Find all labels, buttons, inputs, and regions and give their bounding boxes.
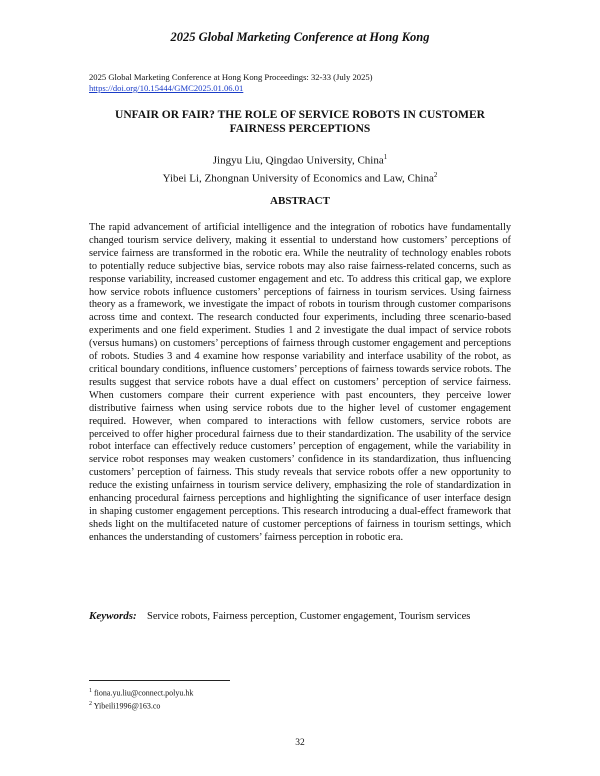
keywords-block [89, 610, 511, 623]
keywords-label: Keywords: [89, 610, 137, 622]
footnote-mark: 1 [89, 688, 92, 694]
footnote [89, 686, 389, 699]
footnote-email: fiona.yu.liu@connect.polyu.hk [94, 688, 194, 698]
page-number: 32 [295, 738, 305, 748]
footnote-divider [89, 680, 230, 681]
author-line [89, 150, 511, 168]
author-affiliation: Jingyu Liu, Qingdao University, China [212, 154, 384, 167]
footnote-mark: 2 [89, 701, 92, 708]
footnote-email: Yibeili1996@163.co [93, 701, 161, 711]
footnote [89, 699, 389, 712]
footnotes [89, 686, 389, 712]
footnote-mark: 1 [383, 153, 388, 161]
proceedings-citation: 2025 Global Marketing Conference at Hong Kong Proceedings: 32-33 (July 2025) [89, 72, 373, 82]
abstract-body: The rapid advancement of artificial intelligence and the integration of robotics have fundamentally changed tourism service delivery, making it essential to understand how customers’ perceptions of service fairness are transformed in the robotic era. While the neutrality of technology enables robots to potentially reduce subjective bias, service robots may also raise fairness-related concerns, such as response variability, increased customer engagement and etc. To address this critical gap, we explore how service robots influence customers’ perceptions of fairness in tourism services. Using fairness theory as a framework, we investigate the impact of robots in tourism through customer comparisons across time and context. The research conducted four experiments, including three scenario-based experiments and one field experiment. Studies 1 and 2 investigate the dual impact of service robots (versus humans) on customers’ perceptions of fairness through customer engagement and perceptions of robots. Studies 3 and 4 examine how response variability and interface usability of the robot, as critical boundary conditions, influence customers’ perceptions of fairness towards service robots. The results suggest that service robots have a dual effect on customers’ perception of service fairness. When customers compare their current experience with past encounters, they perceive lower distributive fairness when using service robots due to the higher level of customer engagement required. However, when compared to interactions with fellow customers, service robots are perceived to offer higher procedural fairness due to their standardization. The usability of the service robot interface can effectively reduce customers’ perception of engagement, while the variability in service robot responses may weaken customers’ confidence in its standardization, thus influencing customers’ perception of fairness. This study reveals that service robots offer a new opportunity to reduce the existing unfairness in tourism service delivery, emphasizing the role of standardization in enhancing procedural fairness perceptions and highlighting the significance of user interface design in shaping customer engagement perceptions. This research introducing a dual-effect framework that sheds light on the multifaceted nature of customer perceptions of fairness in tourism settings, which enhances the understanding of customers’ fairness perception in robotic era. [89, 222, 511, 543]
author-affiliation: Yibei Li, Zhongnan University of Economics and Law, China [162, 172, 434, 185]
paper-title: UNFAIR OR FAIR? THE ROLE OF SERVICE ROBOTS IN CUSTOMER FAIRNESS PERCEPTIONS [115, 109, 485, 135]
running-header: 2025 Global Marketing Conference at Hong Kong [170, 30, 430, 44]
abstract-heading: ABSTRACT [270, 195, 330, 207]
keywords-list: Service robots, Fairness perception, Customer engagement, Tourism services [147, 611, 471, 622]
doi-link[interactable]: https://doi.org/10.15444/GMC2025.01.06.01 [89, 83, 244, 93]
proceedings-info [89, 72, 529, 94]
footnote-mark: 2 [433, 170, 438, 179]
author-line [89, 168, 511, 186]
author-list [89, 150, 511, 185]
